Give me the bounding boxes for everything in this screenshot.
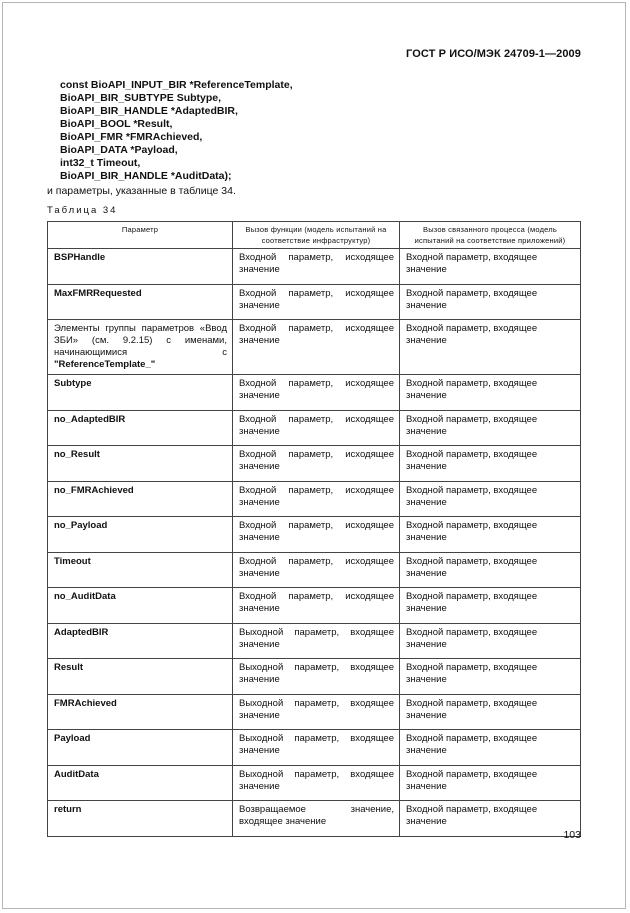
code-line: BioAPI_FMR *FMRAchieved, [60,131,203,143]
code-line: const BioAPI_INPUT_BIR *ReferenceTemplate, [60,79,293,91]
cell-function-call: Выходной параметр, входящее значение [233,730,400,766]
cell-parameter: no_Payload [48,517,233,553]
parameters-table [47,221,581,837]
table-row [48,284,581,320]
parameter-description: Элементы группы параметров «Ввод ЗБИ» (см. 9.2.15) с именами, начинающимися с [54,323,227,358]
table-row [48,623,581,659]
header-related-process: Вызов связанного процесса (модель испытаний на соответствие приложений) [400,222,581,249]
cell-function-call: Выходной параметр, входящее значение [233,623,400,659]
cell-function-call: Входной параметр, исходящее значение [233,588,400,624]
cell-related-process: Входной параметр, входящее значение [400,552,581,588]
cell-parameter: no_AdaptedBIR [48,410,233,446]
cell-parameter: MaxFMRRequested [48,284,233,320]
cell-function-call: Входной параметр, исходящее значение [233,446,400,482]
header-function-call: Вызов функции (модель испытаний на соответствие инфраструктур) [233,222,400,249]
cell-parameter: return [48,801,233,837]
cell-function-call: Выходной параметр, входящее значение [233,694,400,730]
cell-function-call: Входной параметр, исходящее значение [233,249,400,285]
table-row [48,481,581,517]
intro-text: и параметры, указанные в таблице 34. [47,185,236,197]
cell-related-process: Входной параметр, входящее значение [400,588,581,624]
cell-related-process: Входной параметр, входящее значение [400,694,581,730]
table-row [48,765,581,801]
cell-parameter: FMRAchieved [48,694,233,730]
cell-related-process: Входной параметр, входящее значение [400,446,581,482]
code-line: BioAPI_BIR_HANDLE *AuditData); [60,170,232,182]
cell-related-process: Входной параметр, входящее значение [400,730,581,766]
cell-parameter [48,320,233,375]
cell-function-call: Входной параметр, исходящее значение [233,552,400,588]
code-block [60,79,293,183]
document-header: ГОСТ Р ИСО/МЭК 24709-1—2009 [406,48,581,60]
cell-parameter: AdaptedBIR [48,623,233,659]
table-caption: Таблица 34 [47,205,118,216]
code-line: BioAPI_DATA *Payload, [60,144,178,156]
table-row [48,659,581,695]
cell-function-call: Возвращаемое значение, входящее значение [233,801,400,837]
cell-function-call: Входной параметр, исходящее значение [233,284,400,320]
cell-related-process: Входной параметр, входящее значение [400,517,581,553]
parameter-prefix: "ReferenceTemplate_" [54,359,156,370]
code-line: int32_t Timeout, [60,157,141,169]
cell-parameter: no_AuditData [48,588,233,624]
cell-function-call: Выходной параметр, входящее значение [233,659,400,695]
code-line: BioAPI_BIR_SUBTYPE Subtype, [60,92,222,104]
cell-function-call: Входной параметр, исходящее значение [233,481,400,517]
cell-related-process: Входной параметр, входящее значение [400,320,581,375]
table-row [48,730,581,766]
cell-parameter: AuditData [48,765,233,801]
cell-parameter: no_FMRAchieved [48,481,233,517]
table-row [48,320,581,375]
cell-related-process: Входной параметр, входящее значение [400,801,581,837]
table-header-row [48,222,581,249]
table-row [48,249,581,285]
cell-function-call: Выходной параметр, входящее значение [233,765,400,801]
cell-related-process: Входной параметр, входящее значение [400,249,581,285]
table-row [48,446,581,482]
table-row [48,517,581,553]
table-row [48,410,581,446]
cell-related-process: Входной параметр, входящее значение [400,623,581,659]
cell-related-process: Входной параметр, входящее значение [400,375,581,411]
cell-parameter: Result [48,659,233,695]
cell-related-process: Входной параметр, входящее значение [400,765,581,801]
code-line: BioAPI_BOOL *Result, [60,118,173,130]
cell-function-call: Входной параметр, исходящее значение [233,517,400,553]
page-number: 103 [563,829,581,841]
table-row [48,588,581,624]
cell-function-call: Входной параметр, исходящее значение [233,320,400,375]
table-row [48,801,581,837]
cell-related-process: Входной параметр, входящее значение [400,481,581,517]
header-parameter: Параметр [48,222,233,249]
cell-function-call: Входной параметр, исходящее значение [233,410,400,446]
cell-related-process: Входной параметр, входящее значение [400,659,581,695]
cell-parameter: BSPHandle [48,249,233,285]
cell-parameter: Payload [48,730,233,766]
cell-parameter: Timeout [48,552,233,588]
cell-parameter: Subtype [48,375,233,411]
cell-related-process: Входной параметр, входящее значение [400,410,581,446]
table-row [48,375,581,411]
cell-parameter: no_Result [48,446,233,482]
cell-related-process: Входной параметр, входящее значение [400,284,581,320]
table-row [48,694,581,730]
cell-function-call: Входной параметр, исходящее значение [233,375,400,411]
code-line: BioAPI_BIR_HANDLE *AdaptedBIR, [60,105,238,117]
table-row [48,552,581,588]
